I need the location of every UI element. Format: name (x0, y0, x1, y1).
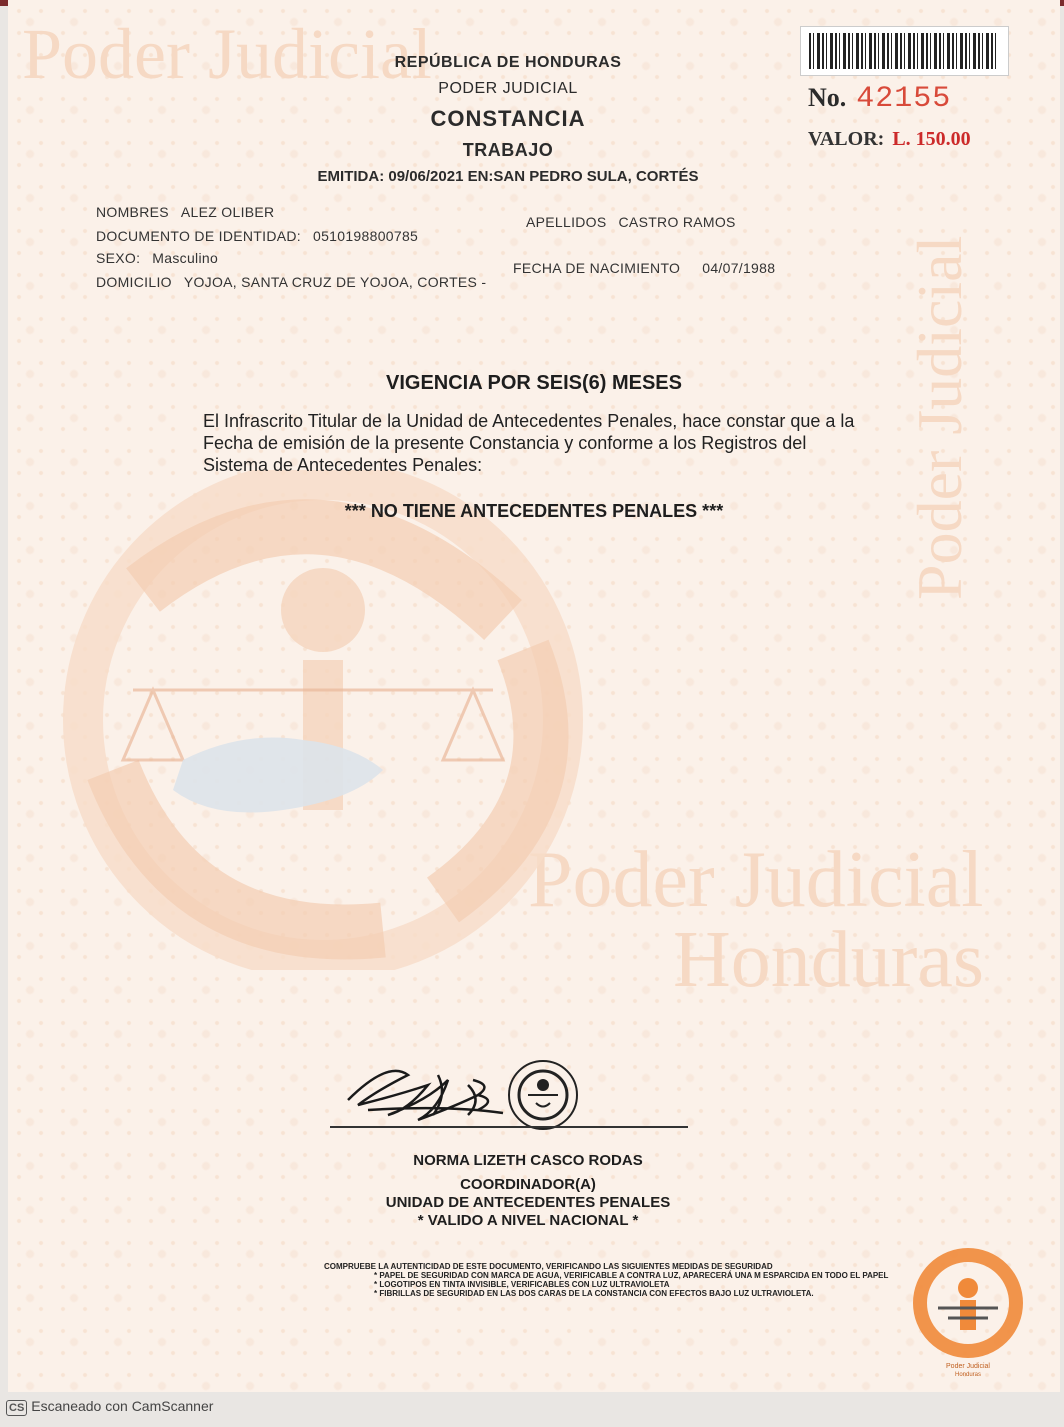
scanner-watermark (6, 1398, 213, 1416)
nombres-label: NOMBRES (96, 204, 169, 220)
judicial-emblem-watermark-icon (23, 470, 623, 970)
field-documento (96, 228, 418, 244)
documento-value: 0510198800785 (313, 228, 419, 244)
apellidos-value: CASTRO RAMOS (618, 214, 736, 230)
documento-label: DOCUMENTO DE IDENTIDAD: (96, 228, 301, 244)
serial-label: No. (808, 83, 847, 112)
signatory-role-block (8, 1176, 1048, 1230)
field-fecha-nacimiento (513, 260, 775, 276)
security-item: * LOGOTIPOS EN TINTA INVISIBLE, VERIFICABLES CON LUZ ULTRAVIOLETA (374, 1280, 670, 1289)
document-purpose: TRABAJO (462, 140, 554, 160)
field-apellidos (526, 214, 736, 230)
domicilio-value: YOJOA, SANTA CRUZ DE YOJOA, CORTES - (183, 274, 487, 290)
signature-line (330, 1126, 688, 1128)
watermark-bottom-line2: Honduras (673, 916, 985, 1004)
certificate-page (8, 0, 1060, 1392)
header-republic: REPÚBLICA DE HONDURAS (394, 54, 622, 71)
signatory-role: COORDINADOR(A) (460, 1176, 596, 1193)
validity-heading: VIGENCIA POR SEIS(6) MESES (386, 372, 682, 394)
svg-text:Poder Judicial: Poder Judicial (946, 1363, 990, 1370)
scanner-text: Escaneado con CamScanner (31, 1398, 214, 1414)
domicilio-label: DOMICILIO (96, 274, 172, 290)
valor-amount: L. 150.00 (892, 128, 971, 150)
security-notes (324, 1262, 944, 1298)
sexo-value: Masculino (152, 250, 219, 266)
field-nombres (96, 204, 274, 220)
document-title: CONSTANCIA (430, 106, 586, 131)
barcode (800, 26, 1009, 76)
barcode-bars-icon (809, 33, 999, 69)
valor-label: VALOR: (808, 128, 885, 150)
fee-value (808, 128, 971, 151)
fecha-label: FECHA DE NACIMIENTO (513, 260, 681, 276)
validity-scope: * VALIDO A NIVEL NACIONAL * (417, 1212, 639, 1229)
security-item: * FIBRILLAS DE SEGURIDAD EN LAS DOS CARAS DE LA CONSTANCIA CON EFECTOS BAJO LUZ ULTRAVIOLETA. (374, 1289, 814, 1298)
serial-value: 42155 (856, 82, 952, 116)
handwritten-signature-icon (328, 1055, 698, 1135)
serial-number (808, 82, 951, 116)
apellidos-label: APELLIDOS (526, 214, 607, 230)
svg-text:Honduras: Honduras (954, 1372, 982, 1378)
signatory-unit: UNIDAD DE ANTECEDENTES PENALES (385, 1194, 671, 1211)
sexo-label: SEXO: (96, 250, 141, 266)
result-statement: *** NO TIENE ANTECEDENTES PENALES *** (344, 501, 724, 521)
watermark-top: Poder Judicial (22, 14, 432, 94)
certification-statement: El Infrascrito Titular de la Unidad de Antecedentes Penales, hace constar que a la Fecha de emisión de la presente Constancia y conforme a los Registros del Sistema de Antecedentes Penales: (203, 411, 855, 475)
watermark-bottom-line1: Poder Judicial (528, 836, 984, 924)
security-intro: COMPRUEBE LA AUTENTICIDAD DE ESTE DOCUMENTO, VERIFICANDO LAS SIGUIENTES MEDIDAS DE SEGURIDAD (324, 1262, 773, 1271)
signatory-name: NORMA LIZETH CASCO RODAS (413, 1152, 643, 1169)
special-justice-seal-icon (908, 1248, 1028, 1378)
camscanner-logo-icon: CS (6, 1400, 27, 1416)
field-domicilio (96, 274, 486, 290)
nombres-value: ALEZ OLIBER (180, 204, 275, 220)
issue-info: EMITIDA: 09/06/2021 EN:SAN PEDRO SULA, CORTÉS (317, 168, 699, 185)
fecha-value: 04/07/1988 (702, 260, 776, 276)
security-item: * PAPEL DE SEGURIDAD CON MARCA DE AGUA, VERIFICABLE A CONTRA LUZ, APARECERÁ UNA M ESPARCIDA EN TODO EL PAPEL (374, 1271, 889, 1280)
field-sexo (96, 250, 218, 266)
watermark-side: Poder Judicial (904, 235, 975, 600)
header-institution: PODER JUDICIAL (438, 80, 578, 97)
